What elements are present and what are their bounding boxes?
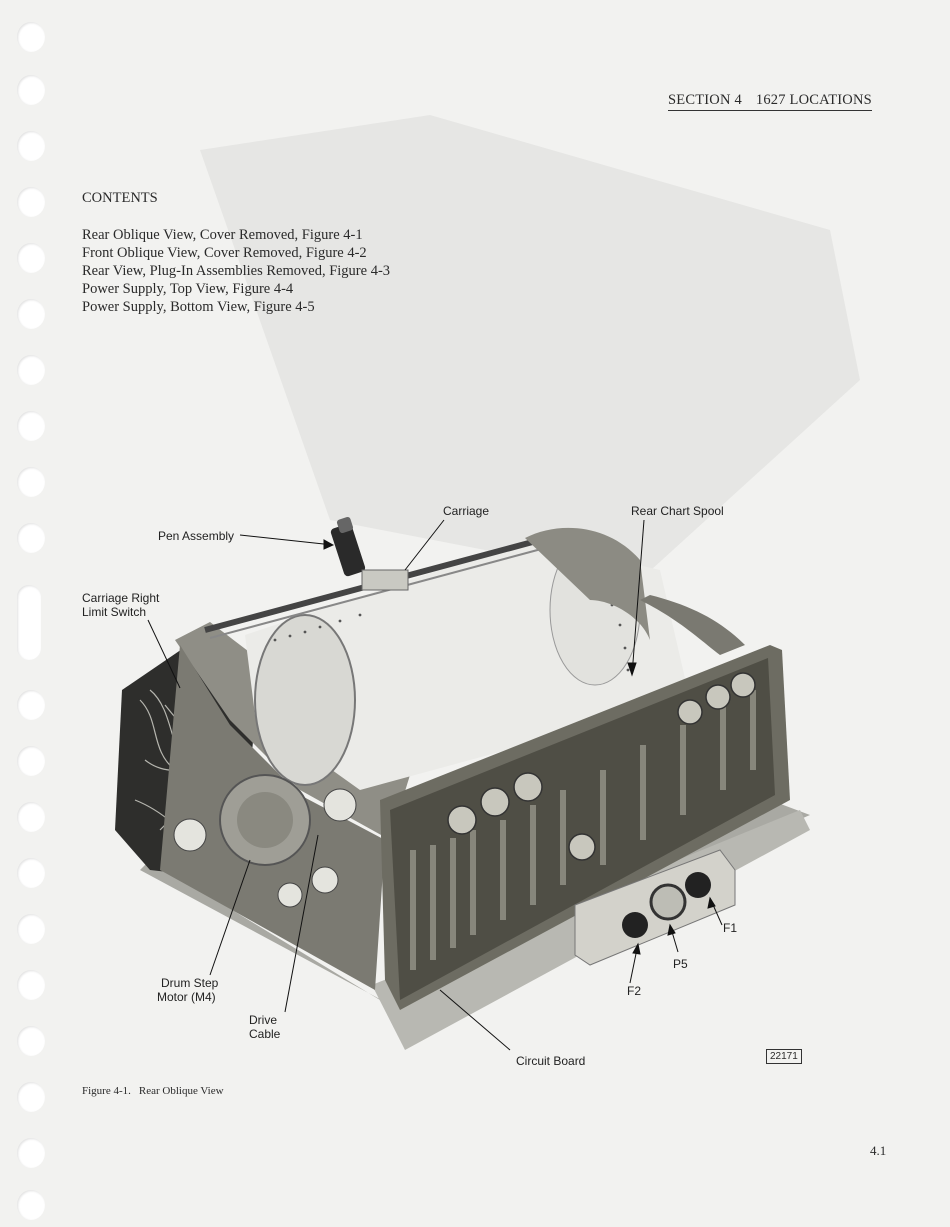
callout-f1: F1 bbox=[723, 921, 738, 935]
section-title: 1627 LOCATIONS bbox=[755, 92, 872, 108]
contents-item: Power Supply, Top View, Figure 4-4 bbox=[82, 281, 294, 297]
callout-line: Limit Switch bbox=[82, 605, 147, 619]
callout-circuit-board: Circuit Board bbox=[516, 1054, 586, 1068]
callout-line: Cable bbox=[249, 1027, 281, 1041]
callout-line: Carriage Right bbox=[82, 591, 160, 605]
section-number: SECTION 4 bbox=[668, 92, 742, 108]
callout-pen-assembly: Pen Assembly bbox=[158, 529, 235, 543]
caption-number: Figure 4-1. bbox=[82, 1085, 131, 1097]
callout-drive-cable bbox=[249, 1013, 280, 1041]
callout-rear-chart-spool: Rear Chart Spool bbox=[631, 504, 724, 518]
callout-line: Drum Step bbox=[161, 976, 219, 990]
contents-item: Front Oblique View, Cover Removed, Figure 4-2 bbox=[82, 245, 367, 261]
callout-carriage-right-limit-switch bbox=[82, 591, 159, 619]
contents-item: Rear View, Plug-In Assemblies Removed, Figure 4-3 bbox=[82, 263, 391, 279]
show-through-ghost bbox=[200, 115, 860, 580]
figure-id-box: 22171 bbox=[766, 1049, 802, 1064]
figure-caption bbox=[82, 1085, 224, 1097]
callout-drum-step-motor bbox=[157, 976, 218, 1004]
callout-line: Motor (M4) bbox=[157, 990, 216, 1004]
callout-f2: F2 bbox=[627, 984, 642, 998]
callout-line: Drive bbox=[249, 1013, 278, 1027]
page-number: 4.1 bbox=[870, 1143, 887, 1158]
contents-heading: CONTENTS bbox=[82, 190, 158, 206]
callout-p5: P5 bbox=[673, 957, 688, 971]
contents-item: Rear Oblique View, Cover Removed, Figure 4-1 bbox=[82, 227, 363, 243]
callout-carriage: Carriage bbox=[443, 504, 490, 518]
caption-text: Rear Oblique View bbox=[138, 1085, 224, 1097]
contents-item: Power Supply, Bottom View, Figure 4-5 bbox=[82, 299, 315, 315]
